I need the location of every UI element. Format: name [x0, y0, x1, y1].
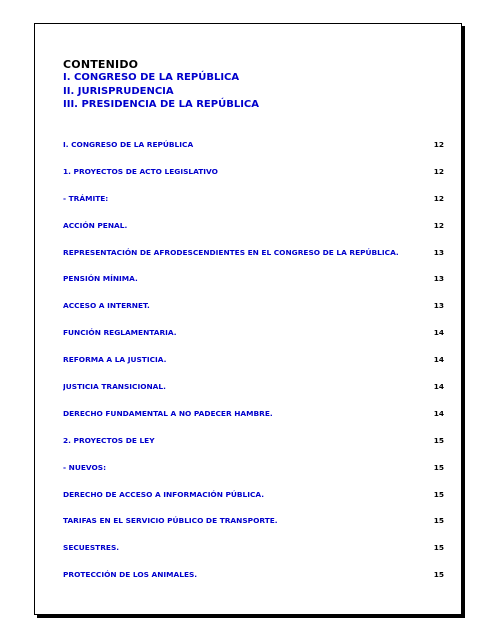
toc-entry-page-number: 15	[433, 462, 444, 472]
toc-entry[interactable]	[63, 248, 444, 275]
toc-entry-label[interactable]: DERECHO DE ACCESO A INFORMACIÓN PÚBLICA.	[63, 489, 265, 499]
toc-entry-label[interactable]: - TRÁMITE:	[63, 193, 109, 203]
toc-entry[interactable]	[63, 516, 444, 543]
toc-entry-label[interactable]: PROTECCIÓN DE LOS ANIMALES.	[63, 570, 198, 580]
toc-entry-page-number: 13	[433, 301, 444, 311]
toc-entry-label[interactable]: SECUESTRES.	[63, 543, 120, 553]
toc-entry-label[interactable]: ACCESO A INTERNET.	[63, 301, 150, 311]
page-title: CONTENIDO	[63, 58, 139, 71]
toc-entry[interactable]	[63, 382, 444, 409]
toc-entry-page-number: 12	[433, 220, 444, 230]
toc-entry[interactable]	[63, 301, 444, 328]
toc-entry-label[interactable]: JUSTICIA TRANSICIONAL.	[63, 382, 166, 392]
toc-entry-page-number: 14	[433, 328, 444, 338]
toc-entry-label[interactable]: 1. PROYECTOS DE ACTO LEGISLATIVO	[63, 166, 218, 176]
toc-entry-label[interactable]: FUNCIÓN REGLAMENTARIA.	[63, 328, 177, 338]
toc-entry-label[interactable]: - NUEVOS:	[63, 462, 107, 472]
section-link-congreso[interactable]: I. CONGRESO DE LA REPÚBLICA	[63, 72, 240, 83]
toc-entry[interactable]	[63, 221, 444, 248]
toc-entry-page-number: 15	[433, 543, 444, 553]
toc-entry-page-number: 14	[433, 382, 444, 392]
toc-entry[interactable]	[63, 463, 444, 490]
toc-entry[interactable]	[63, 355, 444, 382]
toc-entry[interactable]	[63, 436, 444, 463]
toc-entry-page-number: 12	[433, 166, 444, 176]
toc-entry-page-number: 12	[433, 140, 444, 149]
toc-entry-label[interactable]: PENSIÓN MÍNIMA.	[63, 274, 138, 284]
toc-entry-label[interactable]: I. CONGRESO DE LA REPÚBLICA	[63, 140, 194, 149]
toc-entry-label[interactable]: REFORMA A LA JUSTICIA.	[63, 355, 167, 365]
toc-entry-page-number: 14	[433, 408, 444, 418]
toc-entry-label[interactable]: DERECHO FUNDAMENTAL A NO PADECER HAMBRE.	[63, 408, 273, 418]
toc-entry-page-number: 15	[433, 435, 444, 445]
toc-entry[interactable]	[63, 328, 444, 355]
toc-entry-page-number: 13	[433, 274, 444, 284]
toc-entry[interactable]	[63, 490, 444, 517]
table-of-contents	[63, 140, 444, 597]
toc-entry[interactable]	[63, 140, 444, 167]
toc-entry[interactable]	[63, 167, 444, 194]
toc-entry[interactable]	[63, 409, 444, 436]
toc-entry-page-number: 15	[433, 570, 444, 580]
toc-entry[interactable]	[63, 194, 444, 221]
toc-entry-page-number: 15	[433, 516, 444, 526]
section-link-jurisprudencia[interactable]: II. JURISPRUDENCIA	[63, 85, 174, 97]
toc-entry-page-number: 15	[433, 489, 444, 499]
toc-entry[interactable]	[63, 543, 444, 570]
toc-entry-label[interactable]: 2. PROYECTOS DE LEY	[63, 435, 155, 445]
toc-entry-label[interactable]: TARIFAS EN EL SERVICIO PÚBLICO DE TRANSPORTE.	[63, 516, 278, 526]
toc-entry-page-number: 14	[433, 355, 444, 365]
toc-entry-label[interactable]: REPRESENTACIÓN DE AFRODESCENDIENTES EN EL CONGRESO DE LA REPÚBLICA.	[63, 247, 399, 257]
toc-entry[interactable]	[63, 274, 444, 301]
toc-entry-page-number: 13	[433, 247, 444, 257]
toc-entry[interactable]	[63, 570, 444, 597]
toc-entry-label[interactable]: ACCIÓN PENAL.	[63, 220, 128, 230]
toc-entry-page-number: 12	[433, 193, 444, 203]
section-link-presidencia[interactable]: III. PRESIDENCIA DE LA REPÚBLICA	[63, 99, 259, 110]
contents-header	[63, 58, 453, 112]
